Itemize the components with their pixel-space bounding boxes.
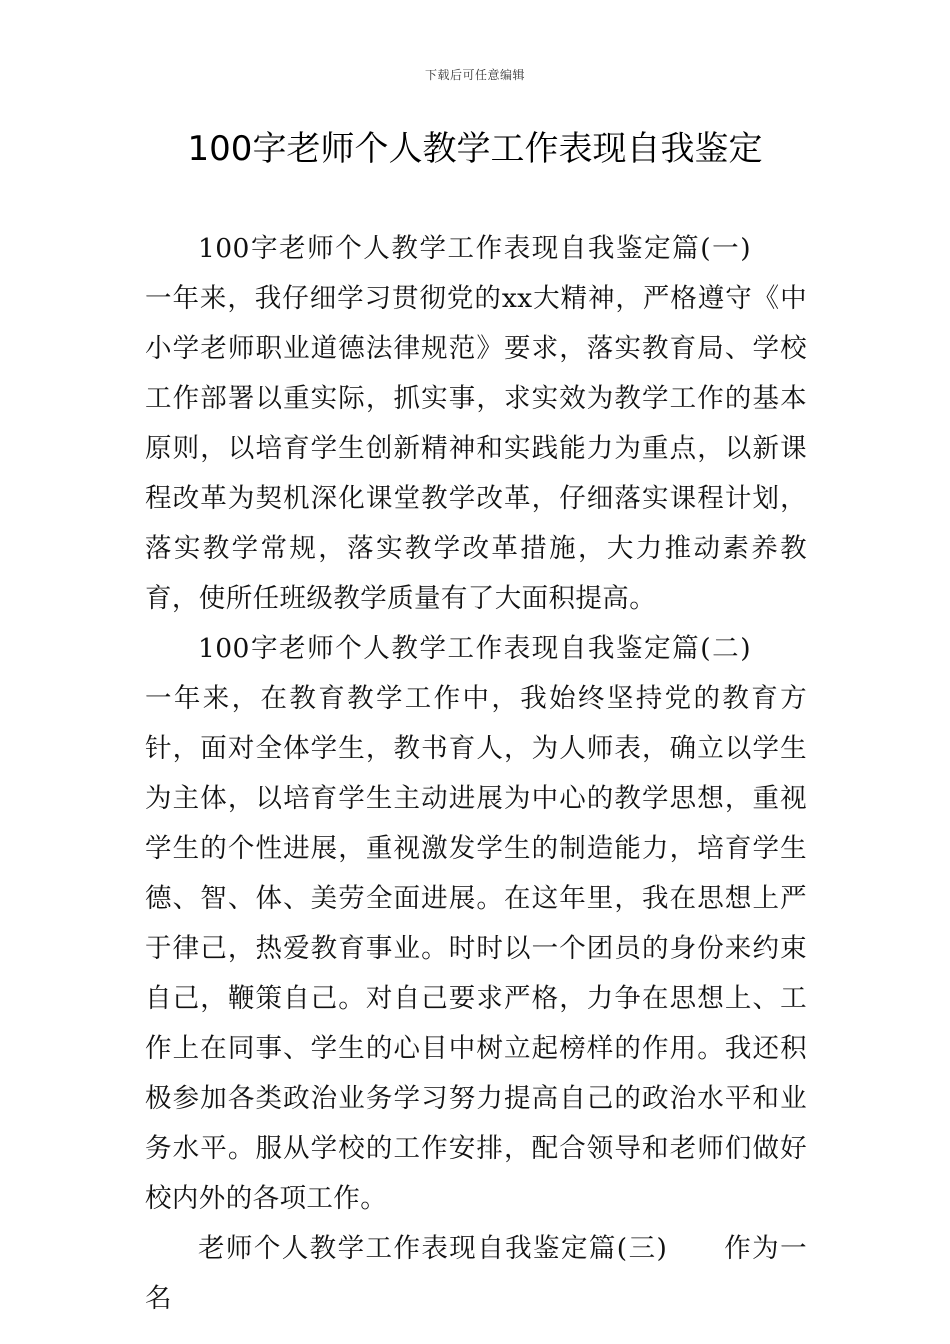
section-text-1: 一年来，我仔细学习贯彻党的xx大精神，严格遵守《中小学老师职业道德法律规范》要求，落实教育局、学校工作部署以重实际，抓实事，求实效为教学工作的基本原则，以培育学生创新精神和实践能力为重点，以新课程改革为契机深化课堂教学改革，仔细落实课程计划，落实教学常规，落实教学改革措施，大力推动素养教育，使所任班级教学质量有了大面积提高。: [145, 283, 807, 614]
section-paragraph-2: [145, 624, 807, 1224]
section-text-2: 一年来，在教育教学工作中，我始终坚持党的教育方针，面对全体学生，教书育人，为人师表，确立以学生为主体，以培育学生主动进展为中心的教学思想，重视学生的个性进展，重视激发学生的制造能力，培育学生德、智、体、美劳全面进展。在这年里，我在思想上严于律己，热爱教育事业。时时以一个团员的身份来约束自己，鞭策自己。对自己要求严格，力争在思想上、工作上在同事、学生的心目中树立起榜样的作用。我还积极参加各类政治业务学习努力提高自己的政治水平和业务水平。服从学校的工作安排，配合领导和老师们做好校内外的各项工作。: [145, 683, 807, 1214]
document-body: [145, 224, 807, 1324]
header-note: 下载后可任意编辑: [424, 68, 525, 82]
section-heading-1: 100字老师个人教学工作表现自我鉴定篇(一): [198, 233, 751, 264]
section-heading-3: 老师个人教学工作表现自我鉴定篇(三): [198, 1233, 668, 1264]
section-paragraph-1: [145, 224, 807, 624]
section-paragraph-3: [145, 1224, 807, 1324]
document-title: 100字老师个人教学工作表现自我鉴定: [187, 129, 763, 169]
section-heading-2: 100字老师个人教学工作表现自我鉴定篇(二): [198, 633, 751, 664]
section-text-3: 作为一名: [145, 1233, 807, 1314]
